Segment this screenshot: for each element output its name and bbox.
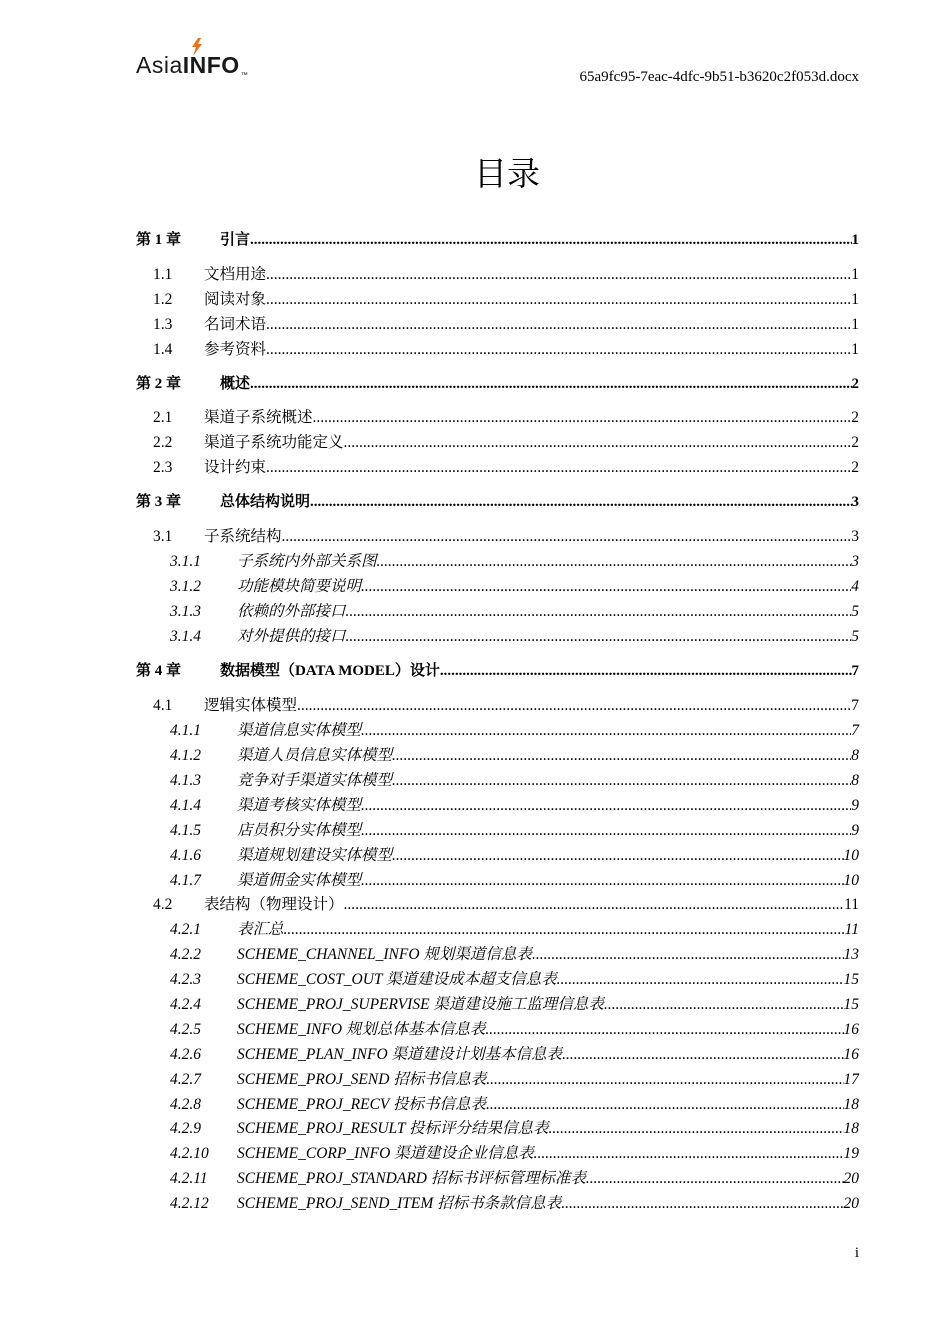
toc-entry-page: 1	[851, 316, 859, 333]
toc-entry-number: 4.1.2	[170, 747, 201, 764]
toc-entry[interactable]	[136, 1045, 859, 1065]
company-logo	[136, 38, 266, 80]
toc-entry-page: 2	[851, 409, 859, 426]
toc-entry-number: 2.1	[153, 409, 173, 426]
toc-entry-page: 1	[851, 266, 859, 283]
toc-entry[interactable]	[136, 821, 859, 841]
toc-entry[interactable]	[136, 577, 859, 597]
toc-leader-dots	[297, 696, 851, 716]
toc-entry-title: SCHEME_PROJ_RECV 投标书信息表	[237, 1096, 486, 1113]
toc-leader-dots	[549, 1119, 844, 1139]
toc-entry-page: 18	[843, 1120, 859, 1137]
toc-entry[interactable]	[136, 1169, 859, 1189]
toc-entry-page: 20	[843, 1195, 859, 1212]
toc-entry-title: 概述	[220, 376, 251, 392]
toc-entry[interactable]	[136, 1144, 859, 1164]
toc-entry-page: 7	[851, 663, 859, 679]
toc-leader-dots	[266, 340, 851, 360]
toc-entry-title: SCHEME_CORP_INFO 渠道建设企业信息表	[237, 1145, 534, 1162]
toc-entry-number: 1.1	[153, 266, 173, 283]
toc-entry-number: 4.2.4	[170, 996, 201, 1013]
toc-entry-page: 13	[843, 946, 859, 963]
toc-leader-dots	[557, 970, 844, 990]
toc-entry-title: 子系统内外部关系图	[237, 553, 377, 570]
toc-leader-dots	[586, 1169, 844, 1189]
toc-entry-title: 依赖的外部接口	[237, 603, 346, 620]
toc-entry-number: 3.1.3	[170, 603, 201, 620]
toc-leader-dots	[266, 458, 851, 478]
toc-entry-page: 1	[851, 291, 859, 308]
toc-entry[interactable]	[136, 1020, 859, 1040]
toc-entry-page: 10	[843, 872, 859, 889]
toc-leader-dots	[346, 602, 852, 622]
toc-leader-dots	[266, 290, 851, 310]
toc-entry-page: 15	[843, 996, 859, 1013]
toc-entry-page: 8	[851, 747, 859, 764]
toc-title: 目录	[474, 154, 540, 193]
toc-entry[interactable]	[136, 1119, 859, 1139]
toc-leader-dots	[392, 846, 843, 866]
toc-leader-dots	[250, 374, 851, 394]
toc-entry[interactable]	[136, 552, 859, 572]
toc-entry-page: 1	[851, 232, 859, 248]
toc-leader-dots	[361, 577, 851, 597]
toc-leader-dots	[604, 995, 844, 1015]
logo-text: AsiaINFO™	[136, 52, 249, 79]
toc-entry-title: 设计约束	[204, 459, 267, 476]
toc-leader-dots	[361, 821, 851, 841]
toc-leader-dots	[532, 945, 844, 965]
toc-entry-number: 1.4	[153, 341, 173, 358]
toc-entry-number: 4.2.2	[170, 946, 201, 963]
toc-leader-dots	[250, 230, 851, 250]
toc-entry-title: SCHEME_PROJ_SEND 招标书信息表	[237, 1071, 487, 1088]
toc-entry-number: 4.2.11	[170, 1170, 208, 1187]
toc-entry-title: 渠道子系统功能定义	[204, 434, 344, 451]
toc-entry-page: 4	[851, 578, 859, 595]
toc-entry-page: 16	[843, 1046, 859, 1063]
toc-entry-number: 4.1.7	[170, 872, 201, 889]
toc-entry[interactable]	[136, 771, 859, 791]
toc-entry-title: SCHEME_PLAN_INFO 渠道建设计划基本信息表	[237, 1046, 563, 1063]
toc-entry[interactable]	[136, 895, 859, 915]
toc-entry-number: 第 2 章	[136, 376, 182, 392]
toc-entry-number: 3.1	[153, 528, 173, 545]
toc-entry-title: 渠道人员信息实体模型	[237, 747, 393, 764]
toc-entry[interactable]	[136, 492, 859, 512]
toc-entry-number: 4.2.5	[170, 1021, 201, 1038]
toc-entry-number: 4.1.5	[170, 822, 201, 839]
toc-entry-number: 第 4 章	[136, 663, 182, 679]
toc-entry-page: 16	[843, 1021, 859, 1038]
toc-entry[interactable]	[136, 920, 859, 940]
toc-entry-number: 4.2.10	[170, 1145, 209, 1162]
toc-entry[interactable]	[136, 661, 859, 681]
toc-entry-title: 竞争对手渠道实体模型	[237, 772, 393, 789]
toc-entry[interactable]	[136, 315, 859, 335]
toc-entry-number: 2.2	[153, 434, 173, 451]
toc-leader-dots	[344, 433, 852, 453]
toc-entry[interactable]	[136, 746, 859, 766]
toc-entry-page: 7	[851, 722, 859, 739]
toc-entry-page: 11	[844, 921, 859, 938]
toc-leader-dots	[266, 265, 851, 285]
toc-entry-number: 3.1.1	[170, 553, 201, 570]
toc-entry[interactable]	[136, 871, 859, 891]
toc-leader-dots	[392, 746, 851, 766]
toc-entry-number: 4.2.6	[170, 1046, 201, 1063]
toc-entry[interactable]	[136, 846, 859, 866]
toc-leader-dots	[485, 1020, 843, 1040]
toc-entry-page: 2	[851, 434, 859, 451]
toc-entry-page: 3	[851, 494, 859, 510]
toc-entry-title: 引言	[220, 232, 251, 248]
toc-leader-dots	[266, 315, 851, 335]
toc-entry[interactable]	[136, 602, 859, 622]
toc-entry-title: 店员积分实体模型	[237, 822, 362, 839]
toc-entry[interactable]	[136, 995, 859, 1015]
toc-entry-title: SCHEME_PROJ_RESULT 投标评分结果信息表	[237, 1120, 549, 1137]
toc-entry-title: 逻辑实体模型	[204, 697, 298, 714]
document-filename: 65a9fc95-7eac-4dfc-9b51-b3620c2f053d.docx	[579, 69, 859, 85]
toc-entry-title: 参考资料	[204, 341, 267, 358]
toc-entry-page: 11	[844, 896, 859, 913]
toc-entry[interactable]	[136, 408, 859, 428]
toc-entry-title: 名词术语	[204, 316, 267, 333]
toc-entry-title: 总体结构说明	[220, 494, 311, 510]
toc-entry-number: 第 3 章	[136, 494, 182, 510]
toc-entry-page: 19	[843, 1145, 859, 1162]
toc-entry-title: 表结构（物理设计）	[204, 896, 344, 913]
toc-entry-number: 4.2.3	[170, 971, 201, 988]
toc-entry-title: SCHEME_INFO 规划总体基本信息表	[237, 1021, 486, 1038]
toc-entry-number: 4.2	[153, 896, 173, 913]
toc-entry[interactable]	[136, 945, 859, 965]
toc-leader-dots	[361, 871, 843, 891]
toc-entry[interactable]	[136, 340, 859, 360]
toc-entry[interactable]	[136, 1194, 859, 1214]
toc-entry-page: 7	[851, 697, 859, 714]
toc-entry-number: 4.2.8	[170, 1096, 201, 1113]
toc-leader-dots	[313, 408, 852, 428]
toc-entry-title: SCHEME_COST_OUT 渠道建设成本超支信息表	[237, 971, 557, 988]
toc-entry-page: 3	[851, 528, 859, 545]
toc-entry-title: SCHEME_PROJ_STANDARD 招标书评标管理标准表	[237, 1170, 586, 1187]
toc-entry-page: 9	[851, 797, 859, 814]
toc-entry-number: 4.1.4	[170, 797, 201, 814]
toc-entry-title: SCHEME_PROJ_SEND_ITEM 招标书条款信息表	[237, 1195, 562, 1212]
toc-entry-number: 4.1.1	[170, 722, 201, 739]
toc-entry-number: 4.2.12	[170, 1195, 209, 1212]
toc-entry-page: 5	[851, 603, 859, 620]
toc-entry-page: 1	[851, 341, 859, 358]
toc-leader-dots	[392, 771, 851, 791]
toc-entry[interactable]	[136, 696, 859, 716]
toc-entry-number: 4.2.7	[170, 1071, 201, 1088]
toc-entry[interactable]	[136, 230, 859, 250]
toc-entry-number: 4.1.6	[170, 847, 201, 864]
toc-leader-dots	[377, 552, 852, 572]
toc-entry-page: 17	[843, 1071, 859, 1088]
toc-entry[interactable]	[136, 721, 859, 741]
toc-entry-number: 1.2	[153, 291, 173, 308]
toc-entry-page: 3	[851, 553, 859, 570]
toc-leader-dots	[310, 492, 851, 512]
toc-entry-title: 功能模块简要说明	[237, 578, 362, 595]
toc-entry-title: 渠道佣金实体模型	[237, 872, 362, 889]
toc-entry-page: 20	[843, 1170, 859, 1187]
toc-leader-dots	[534, 1144, 844, 1164]
toc-entry-number: 3.1.2	[170, 578, 201, 595]
toc-entry-title: SCHEME_PROJ_SUPERVISE 渠道建设施工监理信息表	[237, 996, 604, 1013]
toc-entry-title: 数据模型（DATA MODEL）设计	[220, 663, 440, 679]
toc-entry[interactable]	[136, 527, 859, 547]
toc-leader-dots	[486, 1070, 843, 1090]
toc-entry-number: 4.1	[153, 697, 173, 714]
toc-entry-title: 文档用途	[204, 266, 267, 283]
toc-entry[interactable]	[136, 796, 859, 816]
toc-leader-dots	[344, 895, 845, 915]
toc-leader-dots	[282, 527, 852, 547]
toc-entry-page: 2	[851, 376, 859, 392]
toc-entry-page: 10	[843, 847, 859, 864]
toc-entry-title: 渠道子系统概述	[204, 409, 313, 426]
toc-entry-title: 表汇总	[237, 921, 284, 938]
page-number: i	[854, 1245, 859, 1261]
toc-entry[interactable]	[136, 1095, 859, 1115]
toc-entry-title: 渠道考核实体模型	[237, 797, 362, 814]
toc-entry-page: 15	[843, 971, 859, 988]
toc-entry-number: 4.2.1	[170, 921, 201, 938]
toc-entry-title: 阅读对象	[204, 291, 267, 308]
toc-leader-dots	[346, 627, 852, 647]
toc-leader-dots	[284, 920, 845, 940]
toc-entry-title: SCHEME_CHANNEL_INFO 规划渠道信息表	[237, 946, 532, 963]
toc-entry[interactable]	[136, 290, 859, 310]
toc-entry-title: 子系统结构	[204, 528, 282, 545]
toc-entry-number: 3.1.4	[170, 628, 201, 645]
toc-entry-number: 2.3	[153, 459, 173, 476]
toc-entry[interactable]	[136, 433, 859, 453]
toc-entry-page: 9	[851, 822, 859, 839]
toc-leader-dots	[561, 1194, 843, 1214]
toc-leader-dots	[361, 796, 851, 816]
toc-entry-page: 8	[851, 772, 859, 789]
toc-entry[interactable]	[136, 458, 859, 478]
toc-entry[interactable]	[136, 970, 859, 990]
toc-leader-dots	[361, 721, 851, 741]
toc-entry-title: 渠道信息实体模型	[237, 722, 362, 739]
toc-leader-dots	[440, 661, 852, 681]
toc-entry-title: 渠道规划建设实体模型	[237, 847, 393, 864]
toc-entry[interactable]	[136, 627, 859, 647]
toc-leader-dots	[486, 1095, 844, 1115]
toc-entry-number: 4.1.3	[170, 772, 201, 789]
toc-entry-title: 对外提供的接口	[237, 628, 346, 645]
toc-entry-page: 2	[851, 459, 859, 476]
toc-entry[interactable]	[136, 374, 859, 394]
toc-entry-number: 4.2.9	[170, 1120, 201, 1137]
toc-entry-page: 18	[843, 1096, 859, 1113]
toc-entry[interactable]	[136, 1070, 859, 1090]
toc-entry[interactable]	[136, 265, 859, 285]
toc-leader-dots	[562, 1045, 843, 1065]
toc-entry-number: 第 1 章	[136, 232, 182, 248]
toc-entry-number: 1.3	[153, 316, 173, 333]
toc-entry-page: 5	[851, 628, 859, 645]
